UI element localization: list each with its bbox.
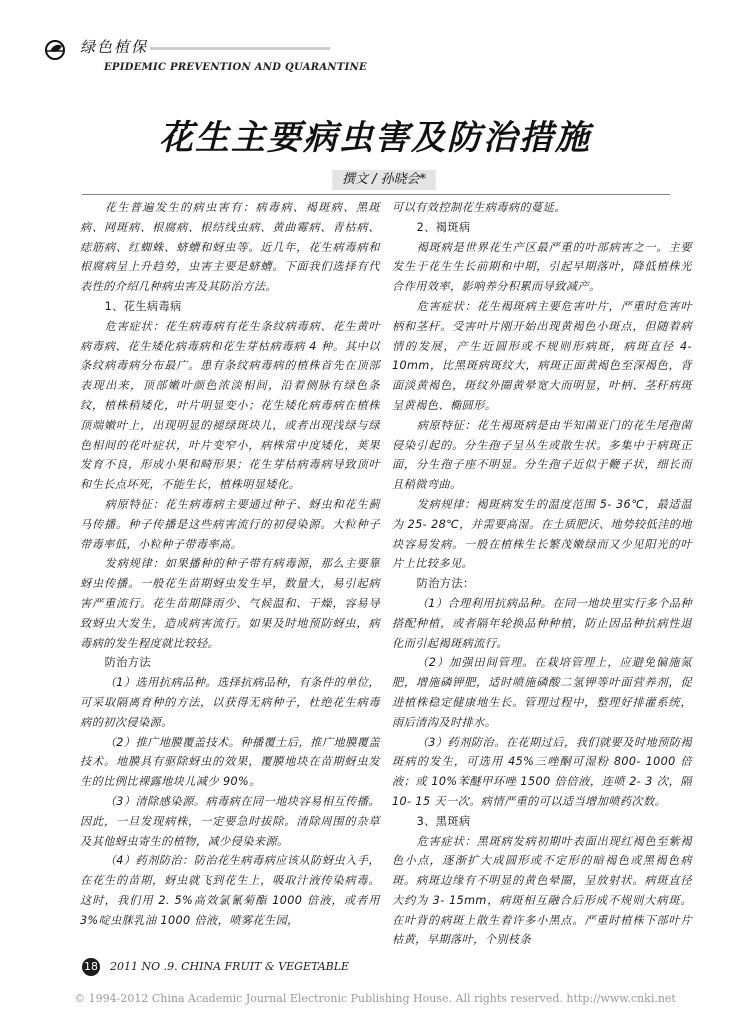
body-paragraph: （4）药剂防治：防治花生病毒病应该从防蚜虫入手，在花生的苗期，蚜虫就飞到花生上，吸取汁液传染病毒。这时，我们用 2. 5%高效氯氰菊酯 1000 倍液，或者用 3%啶虫脒乳油 1000 倍液，喷雾花生园， [80,854,380,927]
body-paragraph: （1）选用抗病品种。选择抗病品种，有条件的单位，可采取隔离育种的方法，以获得无病种子，杜绝花生病毒病的初次侵染源。 [80,676,380,729]
journal-issue: 2011 NO .9. CHINA FRUIT & VEGETABLE [110,960,350,973]
body-paragraph: 可以有效控制花生病毒病的蔓延。 [392,201,566,214]
body-paragraph: （3）药剂防治。在花期过后，我们就要及时地预防褐斑病的发生，可选用 45%三唑酮可湿粉 800- 1000 倍液；或 10%苯醚甲环唑 1500 倍倍液，连喷 2- 3 次，隔 10- 15 天一次。病情严重的可以适当增加喷药次数。 [392,735,692,808]
body-paragraph: 危害症状：花生褐斑病主要危害叶片，严重时危害叶柄和茎杆。受害叶片刚开始出现黄褐色小斑点，但随着病情的发展，产生近圆形或不规则形病斑，病斑直径 4- 10mm，比黑斑病斑纹大，病斑正面黄褐色至深褐色，背面淡黄褐色，斑纹外圈黄晕宽大而明显，叶柄、茎秆病斑呈黄褐色、椭圆形。 [392,299,692,412]
body-paragraph: 褐斑病是世界花生产区最严重的叶部病害之一。主要发生于花生生长前期和中期，引起早期落叶，降低植株光合作用效率，影响养分积累而导致减产。 [392,240,692,294]
left-column [80,198,380,930]
body-paragraph: 发病规律：如果播种的种子带有病毒源，那么主要靠蚜虫传播。一般花生苗期蚜虫发生早，数量大，易引起病害严重流行。花生苗期降雨少、气候温和、干燥，容易导致蚜虫大发生，造成病害流行。如果及时地预防蚜虫，病毒病的发生程度就比较轻。 [80,557,380,650]
section-heading: 1、花生病毒病 [104,299,182,313]
leaf-logo-icon [44,38,66,60]
article-title: 花生主要病虫害及防治措施 [159,118,591,158]
body-paragraph: 危害症状：黑斑病发病初期叶表面出现红褐色至紫褐色小点，逐渐扩大成圆形或不定形的暗褐色或黑褐色病斑。病斑边缘有不明显的黄色晕圈，呈放射状。病斑直径大约为 3- 15mm，病斑相互融合后形成不规则大病斑。在叶背的病斑上散生着许多小黑点。严重时植株下部叶片枯黄，早期落叶，个别枝条 [392,834,692,947]
section-heading: 防治方法： [416,577,475,591]
body-paragraph: 病原特征：花生病毒病主要通过种子、蚜虫和花生蓟马传播。种子传播是这些病害流行的初侵染源。大粒种子带毒率低，小粒种子带毒率高。 [80,497,380,551]
section-title-en: EPIDEMIC PREVENTION AND QUARANTINE [104,62,367,73]
article-author: 撰文 / 孙晓会* [332,170,436,190]
right-column [392,198,692,950]
body-paragraph: 病原特征：花生褐斑病是由半知菌亚门的花生尾孢菌侵染引起的。分生孢子呈丛生或散生状。多集中于病斑正面，分生孢子座不明显。分生孢子近似于鞭子状，细长而且稍微弯曲。 [392,418,692,492]
title-divider [82,194,670,195]
body-paragraph: （2）推广地膜覆盖技术。种播覆土后，推广地膜覆盖技术。地膜具有驱除蚜虫的效果，覆膜地块在苗期蚜虫发生的比例比裸露地块儿减少 90%。 [80,735,380,789]
body-paragraph: 发病规律：褐斑病发生的温度范围 5- 36℃，最适温为 25- 28℃，并需要高湿。在土质肥沃、地势较低洼的地块容易发病。一般在植株生长繁茂嫩绿而又少见阳光的叶片上比较多见。 [392,497,692,571]
section-header-bar [150,47,330,50]
copyright-notice: © 1994-2012 China Academic Journal Electronic Publishing House. All rights reserved. http://www.cnki.net [74,992,676,1005]
page-number: 18 [82,958,100,976]
section-heading: 3、黑斑病 [416,814,471,828]
section-heading: 防治方法 [104,656,151,670]
section-title-cn: 绿色植保 [80,38,149,56]
body-paragraph: 危害症状：花生病毒病有花生条纹病毒病、花生黄叶病毒病、花生矮化病毒病和花生芽枯病毒病 4 种。其中以条纹病毒病分布最广。患有条纹病毒病的植株首先在顶部表现出来，顶部嫩叶颜色浓淡相间，沿着侧脉有绿色条纹，植株稍矮化，叶片明显变小；花生矮化病毒病在植株顶端嫩叶上，出现明显的褪绿斑块儿，或者出现浅绿与绿色相间的花叶症状，叶片变窄小，病株常中度矮化，荚果发育不良，形成小果和畸形果；花生芽枯病毒病导致顶叶和生长点坏死，不能生长，植株明显矮化。 [80,319,380,492]
body-paragraph: （2）加强田间管理。在栽培管理上，应避免偏施氮肥，增施磷钾肥，适时喷施磷酸二氢钾等叶面营养剂，促进植株稳定健康地生长。管理过程中，整理好排灌系统，雨后清沟及时排水。 [392,656,692,729]
body-paragraph: 花生普遍发生的病虫害有：病毒病、褐斑病、黑斑病、网斑病、根腐病、根结线虫病、黄曲霉病、青枯病、痣筋病、红蜘蛛、蛴螬和蚜虫等。近几年，花生病毒病和根腐病呈上升趋势，虫害主要是蛴螬。下面我们选择有代表性的介绍几种病虫害及其防治方法。 [80,201,380,294]
section-heading: 2、褐斑病 [416,220,471,234]
body-paragraph: （1）合理利用抗病品种。在同一地块里实行多个品种搭配种植，或者隔年轮换品种种植，防止因品种抗病性退化而引起褐斑病流行。 [392,596,692,650]
body-paragraph: （3）清除感染源。病毒病在同一地块容易相互传播。因此，一旦发现病株，一定要急时拔除。清除周围的杂草及其他蚜虫寄生的植物，减少侵染来源。 [80,794,380,848]
